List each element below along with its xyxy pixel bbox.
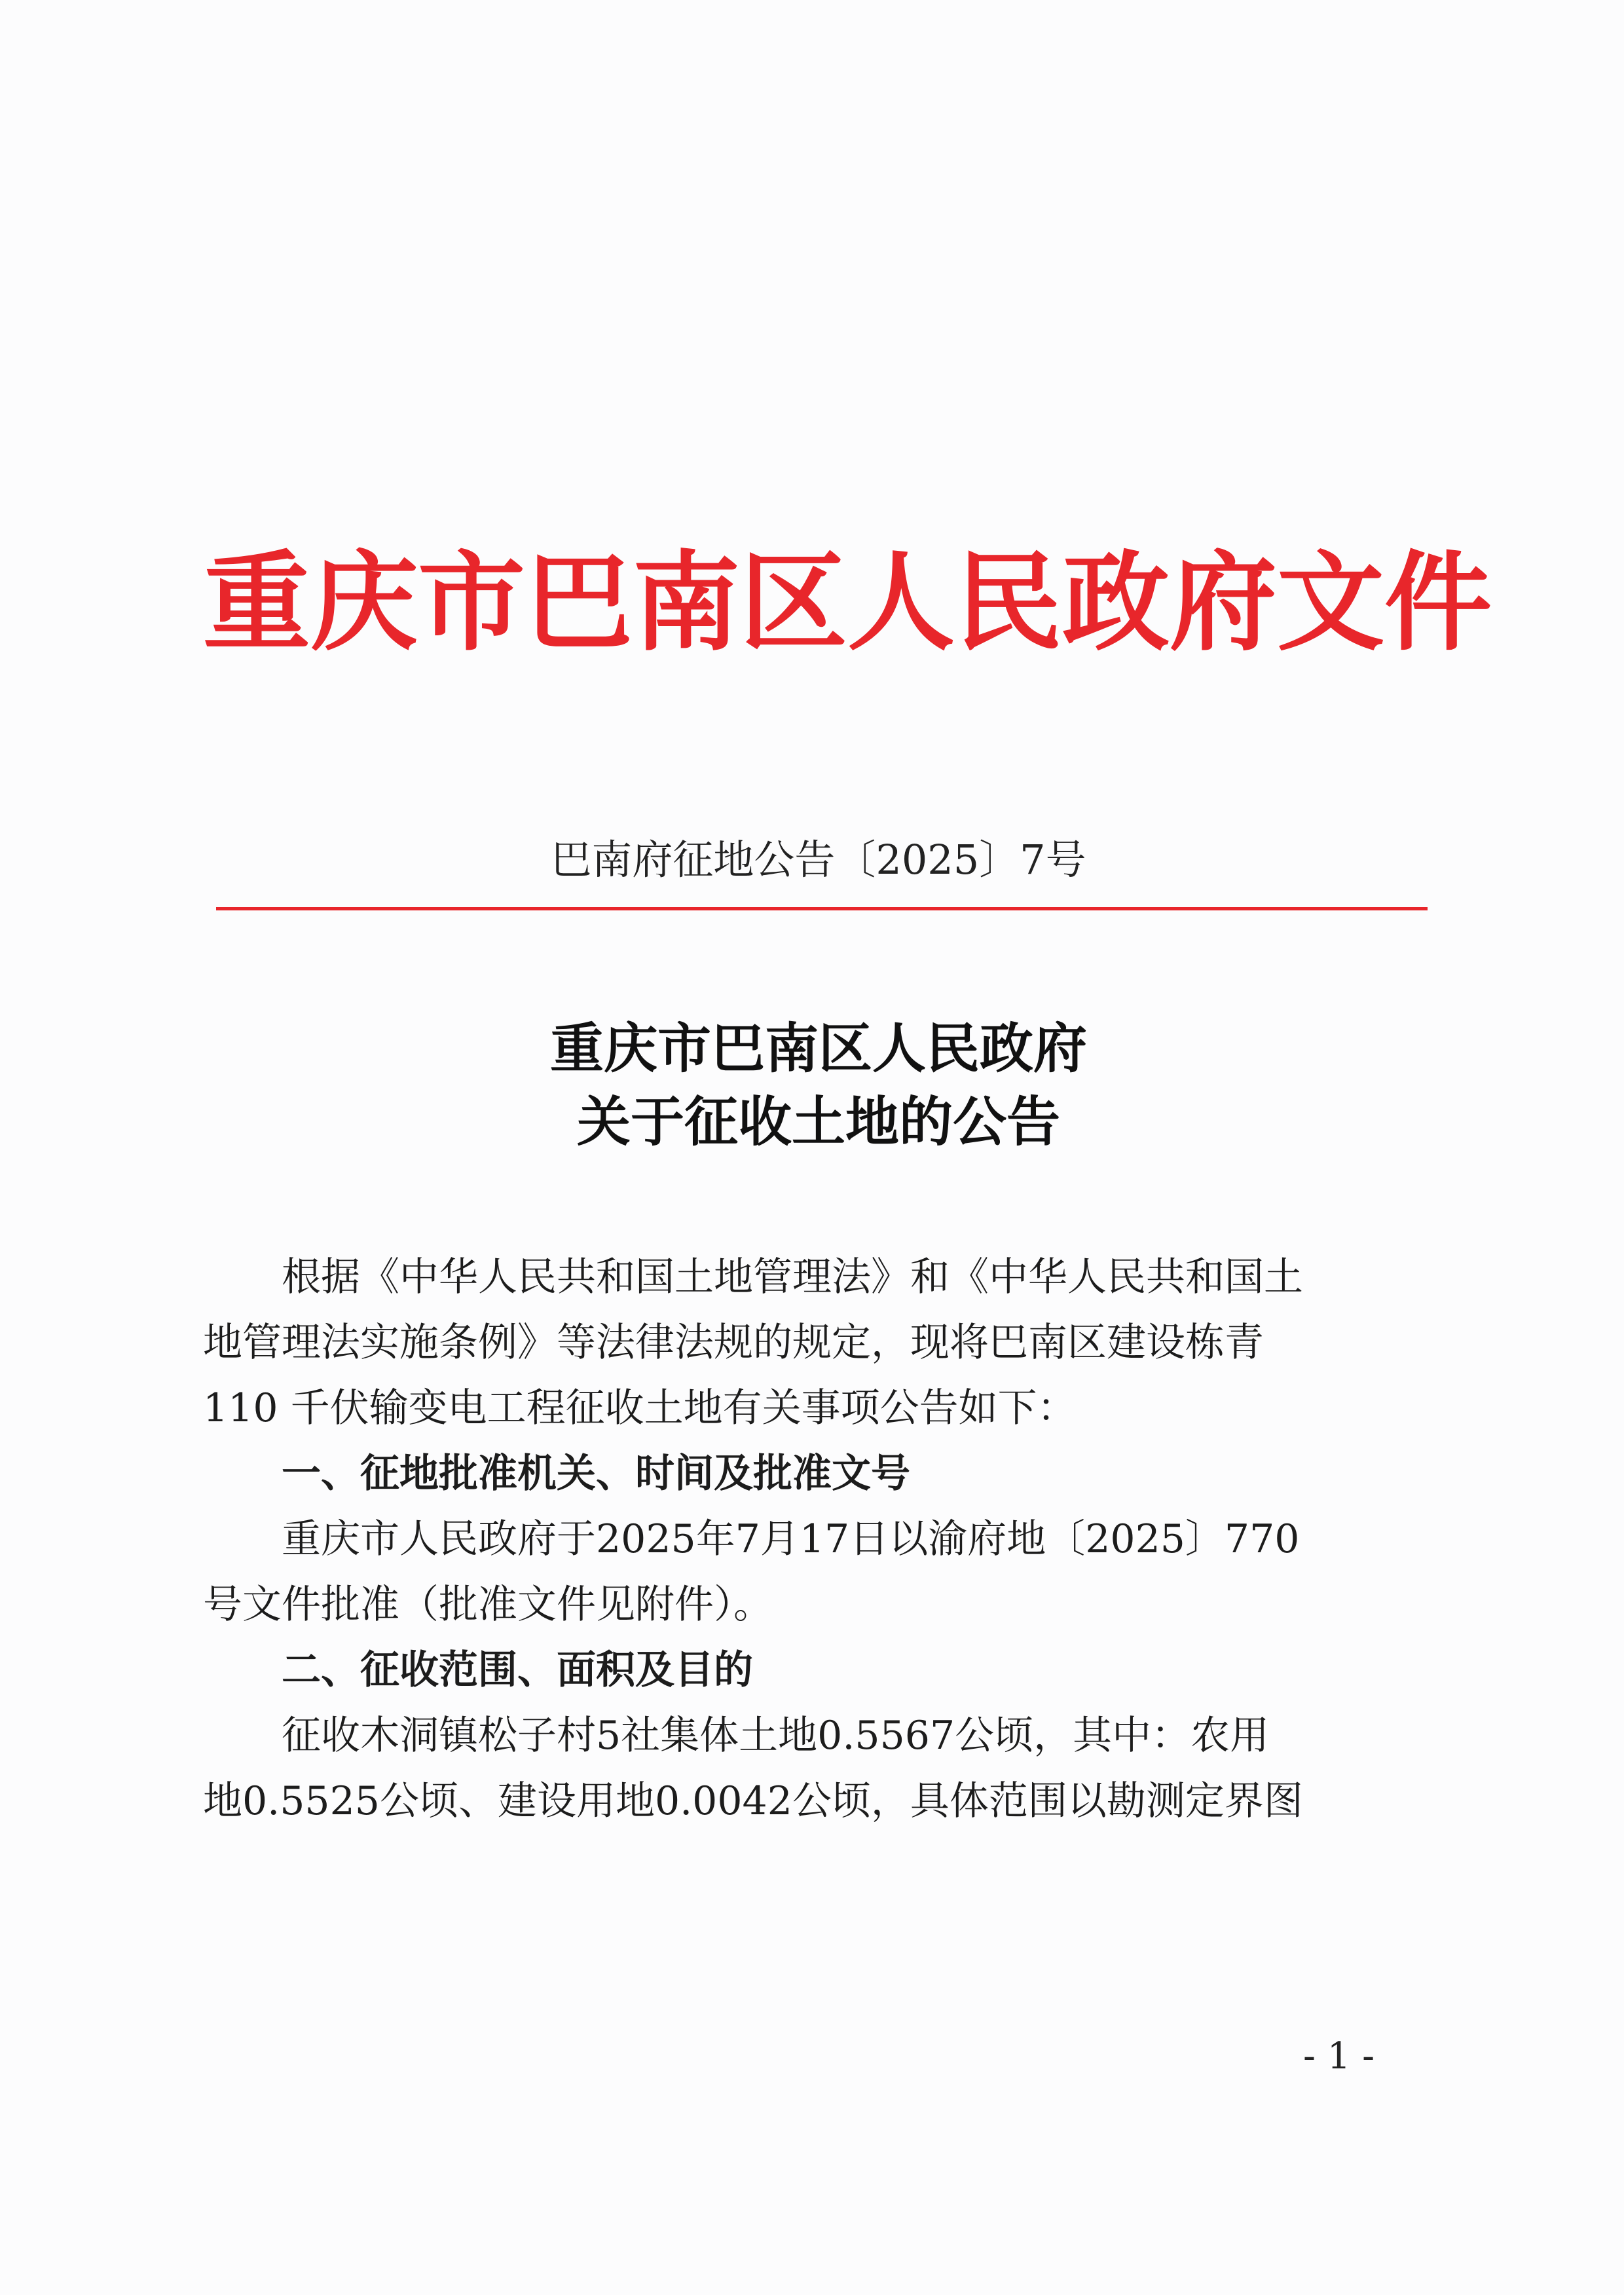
section-heading-2: 二、征收范围、面积及目的 xyxy=(282,1647,753,1693)
notice-title-line-2: 关于征收土地的公告 xyxy=(576,1091,1060,1153)
notice-title-line-1: 重庆市巴南区人民政府 xyxy=(549,1017,1087,1080)
page-number: - 1 - xyxy=(1303,2035,1375,2078)
body-paragraph-line: 征收木洞镇松子村5社集体土地0.5567公顷，其中：农用 xyxy=(282,1713,1270,1759)
notice-title xyxy=(203,1012,1434,1159)
document-number: 巴南府征地公告〔2025〕7号 xyxy=(551,836,1086,884)
notice-body xyxy=(203,1244,1401,1834)
body-paragraph-line: 重庆市人民政府于2025年7月17日以渝府地〔2025〕770 xyxy=(282,1516,1300,1562)
red-divider-line xyxy=(216,907,1428,910)
body-paragraph-line: 地0.5525公顷、建设用地0.0042公顷，具体范围以勘测定界图 xyxy=(203,1778,1303,1824)
section-heading-1: 一、征地批准机关、时间及批准文号 xyxy=(282,1451,910,1497)
body-paragraph-line: 根据《中华人民共和国土地管理法》和《中华人民共和国土 xyxy=(282,1254,1303,1300)
body-paragraph-line: 110 千伏输变电工程征收土地有关事项公告如下： xyxy=(203,1385,1077,1431)
body-paragraph-line: 地管理法实施条例》等法律法规的规定，现将巴南区建设栋青 xyxy=(203,1320,1264,1366)
masthead-title: 重庆市巴南区人民政府文件 xyxy=(203,539,1492,665)
body-paragraph-line: 号文件批准（批准文件见附件）。 xyxy=(203,1582,773,1628)
